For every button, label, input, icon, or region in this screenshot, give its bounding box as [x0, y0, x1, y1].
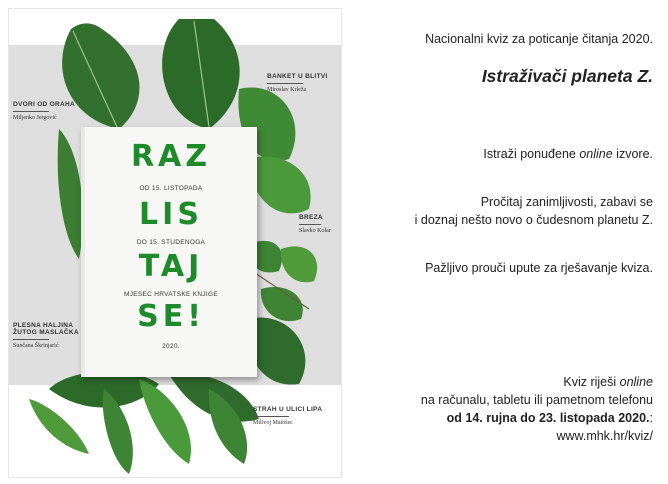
- solve-devices: na računalu, tabletu ili pametnom telefonu: [420, 393, 653, 407]
- quiz-header: Nacionalni kviz za poticanje čitanja 2020.: [425, 32, 653, 46]
- solve-dates-bold: od 14. rujna do 23. listopada 2020.: [446, 411, 650, 425]
- book-word-lis: LIS: [139, 197, 203, 232]
- step-explore-online: online: [579, 147, 613, 161]
- caption-dvori-od-oraha: [13, 101, 75, 121]
- step-explore-post: izvore.: [612, 147, 653, 161]
- caption-title: BREZA: [299, 214, 323, 221]
- quiz-url-link[interactable]: www.mhk.hr/kviz/: [556, 429, 653, 443]
- caption-divider: [13, 111, 49, 112]
- step-explore-pre: Istraži ponuđene: [483, 147, 580, 161]
- leaf-left-mid: [58, 129, 83, 259]
- campaign-poster: [8, 8, 342, 478]
- caption-strah-u-ulici-lipa: [253, 406, 322, 426]
- step-instructions: Pažljivo prouči upute za rješavanje kviza.: [425, 261, 653, 275]
- caption-title: BANKET U BLITVI: [267, 73, 328, 80]
- caption-title-line1: PLESNA HALJINA: [13, 322, 74, 329]
- book-date-end: DO 15. STUDENOGA: [136, 239, 206, 246]
- caption-breza: [299, 214, 331, 234]
- solve-dates: [447, 411, 653, 425]
- caption-author: Sunčana Škrinjarić: [13, 343, 59, 349]
- caption-author: Miroslav Krleža: [267, 87, 307, 93]
- solve-dates-colon: :: [649, 411, 653, 425]
- caption-author: Miljenko Jergović: [13, 115, 57, 121]
- book-subtitle: MJESEC HRVATSKE KNJIGE: [123, 291, 218, 298]
- caption-author: Slavko Kolar: [299, 228, 331, 234]
- caption-title: DVORI OD ORAHA: [13, 101, 75, 108]
- caption-banket-u-blitvi: [267, 73, 327, 93]
- book-word-taj: TAJ: [138, 249, 204, 284]
- book-cover: [81, 127, 257, 377]
- caption-divider: [267, 83, 303, 84]
- quiz-title: Istraživači planeta Z.: [481, 66, 653, 86]
- book-year: 2020.: [162, 343, 180, 350]
- caption-title: STRAH U ULICI LIPA: [253, 406, 323, 413]
- caption-divider: [253, 416, 289, 417]
- solve-pre: Kviz riješi: [563, 375, 620, 389]
- caption-author: Milivoj Matošec: [253, 420, 293, 426]
- book-word-raz: RAZ: [130, 139, 212, 174]
- step-read-line1: Pročitaj zanimljivosti, zabavi se: [480, 195, 653, 209]
- caption-title-line2: ŽUTOG MASLAČKA: [13, 329, 79, 336]
- book-date-start: OD 15. LISTOPADA: [139, 185, 203, 192]
- book-word-se: SE!: [137, 299, 205, 334]
- caption-plesna-haljina: [13, 322, 79, 349]
- solve-online: online: [619, 375, 653, 389]
- solve-line1: [563, 375, 653, 389]
- caption-divider: [299, 224, 321, 225]
- step-read-line2: i doznaj nešto novo o čudesnom planetu Z.: [414, 213, 653, 227]
- leaf-top-center: [162, 19, 240, 129]
- caption-divider: [13, 339, 49, 340]
- step-explore: [483, 147, 653, 161]
